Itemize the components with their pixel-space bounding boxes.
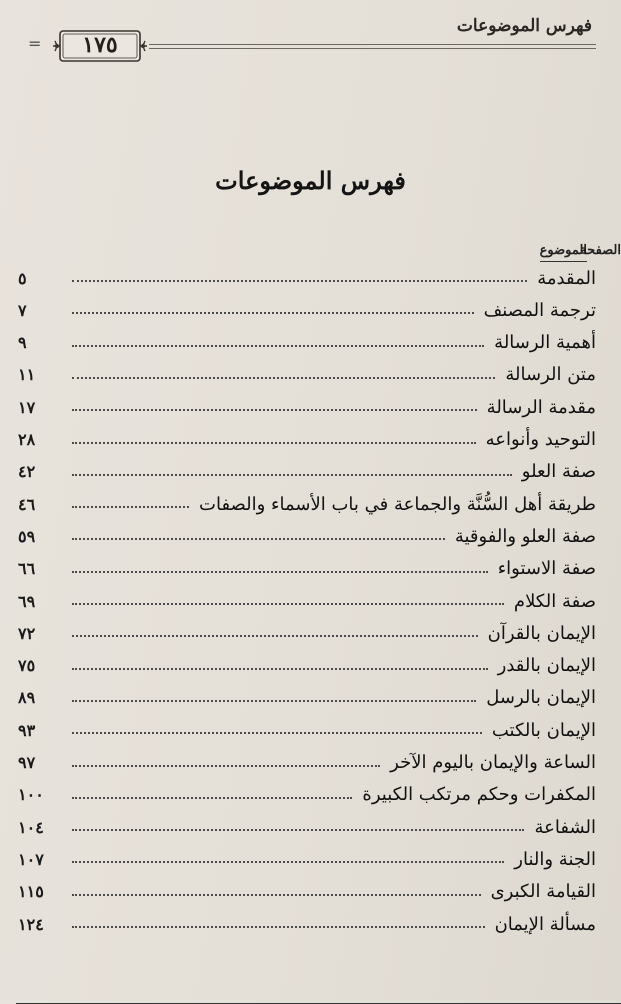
toc-entry-page: ٦٦ <box>18 559 36 579</box>
dot-leader <box>72 861 504 863</box>
page-number-frame <box>52 29 148 63</box>
dot-leader <box>72 926 485 928</box>
toc-entry-page: ١٠٧ <box>18 849 44 869</box>
toc-entry <box>18 747 596 779</box>
toc-entry-title: متن الرسالة <box>505 364 596 386</box>
toc-entry-title: طريقة أهل السُّنَّة والجماعة في باب الأسماء والصفات <box>199 493 596 515</box>
toc-entry-title: صفة الكلام <box>513 590 596 612</box>
running-title: فهرس الموضوعات <box>456 16 592 36</box>
toc-entry-page: ٩ <box>18 333 27 353</box>
dot-leader <box>72 797 352 799</box>
toc-entry-title: صفة العلو <box>521 461 596 483</box>
toc-entry-title: الإيمان بالقدر <box>497 655 596 677</box>
toc-entry-page: ١١ <box>18 365 36 385</box>
toc-entry <box>18 908 596 940</box>
dot-leader <box>72 765 380 767</box>
toc-entry-page: ٨٩ <box>18 688 36 708</box>
toc-entry-title: الإيمان بالقرآن <box>487 622 596 644</box>
toc-entry <box>18 811 596 843</box>
toc-entry <box>18 488 596 520</box>
toc-entry-page: ٤٦ <box>18 494 36 514</box>
toc-entry-title: مقدمة الرسالة <box>486 396 596 418</box>
toc-title: فهرس الموضوعات <box>215 166 406 195</box>
dot-leader <box>72 409 477 411</box>
toc-entry <box>18 456 596 488</box>
toc-entry-title: أهمية الرسالة <box>494 332 596 354</box>
toc-entry-page: ١٢٤ <box>18 914 44 934</box>
toc-entry-page: ٧٥ <box>18 656 36 676</box>
toc-entry-page: ٧٢ <box>18 623 36 643</box>
toc-entry <box>18 843 596 875</box>
toc-entry-title: التوحيد وأنواعه <box>485 429 596 450</box>
dot-leader <box>72 894 481 896</box>
toc-entry-title: الساعة والإيمان باليوم الآخر <box>390 752 596 773</box>
toc-entry <box>18 617 596 649</box>
toc-entry <box>18 650 596 682</box>
toc-entry-page: ٢٨ <box>18 430 36 449</box>
toc-entry-page: ٩٧ <box>18 753 36 772</box>
dot-leader <box>72 538 445 540</box>
dot-leader <box>72 345 484 347</box>
toc-entry-page: ١٠٠ <box>18 785 44 805</box>
header-rule <box>149 44 596 45</box>
header-ornament: = <box>28 34 42 53</box>
toc-entry-title: صفة العلو والفوقية <box>454 525 596 547</box>
dot-leader <box>72 700 476 702</box>
dot-leader <box>72 377 495 379</box>
toc-entry-title: القيامة الكبرى <box>490 881 596 903</box>
toc-entry-page: ١٠٤ <box>18 817 44 837</box>
toc-entry-page: ٦٩ <box>18 591 36 611</box>
dot-leader <box>72 603 504 605</box>
toc-entry <box>18 520 596 552</box>
toc-entry-title: ترجمة المصنف <box>483 299 596 321</box>
dot-leader <box>72 635 478 637</box>
toc-entry-page: ٩٣ <box>18 720 36 740</box>
toc-entry-page: ٤٢ <box>18 462 36 482</box>
running-header <box>14 18 596 68</box>
dot-leader <box>72 732 482 734</box>
dot-leader <box>72 668 488 670</box>
toc-entry-title: المكفرات وحكم مرتكب الكبيرة <box>362 784 596 806</box>
toc-entry-title: الشفاعة <box>534 816 596 838</box>
page-number: ١٧٥ <box>82 32 118 58</box>
toc-entry <box>18 424 596 456</box>
toc-entry <box>18 585 596 617</box>
toc-entry <box>18 714 596 746</box>
toc-entry-title: الإيمان بالكتب <box>491 719 596 741</box>
toc-entry-page: ٥٩ <box>18 526 36 546</box>
dot-leader <box>72 442 476 444</box>
topic-column-header: الموضوع <box>539 243 587 258</box>
toc-entry <box>18 682 596 714</box>
toc-entry-title: الجنة والنار <box>514 848 596 870</box>
toc-entry-page: ٥ <box>18 268 27 288</box>
toc-entry-page: ٧ <box>18 300 27 320</box>
dot-leader <box>72 571 488 573</box>
toc-entry-title: المقدمة <box>537 267 596 289</box>
toc-entry-title: الإيمان بالرسل <box>486 687 596 709</box>
dot-leader <box>72 474 512 476</box>
header-rule-thin <box>149 48 596 49</box>
dot-leader <box>72 312 474 314</box>
toc-entry <box>18 779 596 811</box>
dot-leader <box>72 506 189 508</box>
toc-entry <box>18 876 596 908</box>
page-column-header: الصفحة <box>16 243 621 1000</box>
toc-entry <box>18 553 596 585</box>
toc-entry-page: ١٧ <box>18 397 36 417</box>
toc-entry <box>18 294 596 326</box>
dot-leader <box>72 829 524 831</box>
toc-entry <box>18 391 596 423</box>
toc-entry-title: مسألة الإيمان <box>494 913 596 935</box>
toc-entry <box>18 359 596 391</box>
toc-entry <box>18 327 596 359</box>
dot-leader <box>72 280 527 282</box>
toc-entry-page: ١١٥ <box>18 882 44 902</box>
toc-entry <box>18 262 596 294</box>
toc-entry-title: صفة الاستواء <box>497 558 596 580</box>
